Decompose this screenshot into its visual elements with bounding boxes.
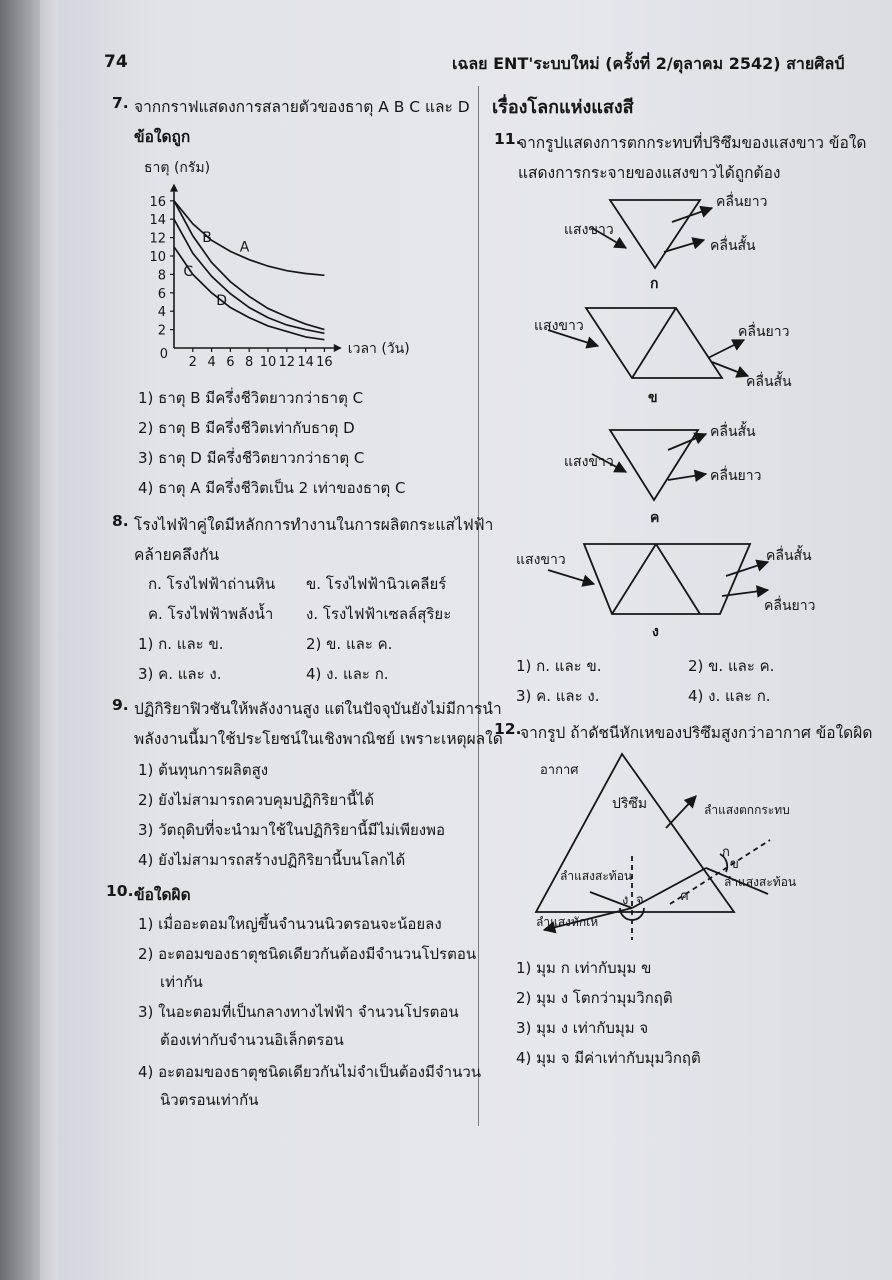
q12-number: 12. [494,720,522,738]
q8-option-1: 1) ก. และ ข. [138,635,224,653]
q10-option-1: 1) เมื่ออะตอมใหญ่ขึ้นจำนวนนิวตรอนจะน้อยลง [138,915,442,933]
series-line-d [174,247,324,340]
q9-text-line1: ปฏิกิริยาฟิวชันให้พลังงานสูง แต่ในปัจจุบันยังไม่มีการนำ [134,700,502,718]
angle-ch-label: จ [636,893,644,908]
x-tick-label: 10 [259,355,277,370]
kh-white-label: แสงขาว [534,318,584,334]
q8-number: 8. [112,512,129,530]
decay-chart [130,150,430,370]
q7-option-3: 3) ธาตุ D มีครึ่งชีวิตยาวกว่าธาตุ C [138,449,365,467]
q11-option-1: 1) ก. และ ข. [516,657,602,675]
q12-option-4: 4) มุม จ มีค่าเท่ากับมุมวิกฤติ [516,1049,701,1067]
q10-option-4: 4) อะตอมของธาตุชนิดเดียวกันไม่จำเป็นต้องมีจำนวน [138,1063,482,1081]
series-line-a [174,201,324,276]
prism-diagrams [500,180,860,640]
y-tick-label: 10 [149,250,166,265]
y-tick-label: 12 [149,231,166,247]
origin-label: 0 [159,347,168,362]
q7-option-1: 1) ธาตุ B มีครึ่งชีวิตยาวกว่าธาตุ C [138,389,364,407]
q7-text-line1: จากกราฟแสดงการสลายตัวของธาตุ A B C และ D [134,98,470,116]
column-divider [478,86,479,1126]
q12-option-1: 1) มุม ก เท่ากับมุม ข [516,959,652,977]
q10-option-4-cont: นิวตรอนเท่ากัน [160,1091,259,1109]
kho-white-label: แสงขาว [564,454,614,470]
k-short-label: คลื่นสั้น [710,238,756,254]
series-label-d: D [216,292,228,309]
y-tick-label: 6 [157,286,166,302]
section-title: เรื่องโลกแห่งแสงสี [492,97,634,118]
kh-diagram-label: ข [648,390,658,406]
page-stack-edge [40,0,58,1280]
x-tick-label: 16 [316,355,333,370]
q12-text: จากรูป ถ้าดัชนีหักเหของปริซึมสูงกว่าอากาศ ข้อใดผิด [520,724,873,742]
x-tick-label: 2 [188,355,197,370]
q8-option-4: 4) ง. และ ก. [306,665,389,683]
reflected-ray-right-label: ลำแสงสะท้อน [724,875,797,889]
q9-option-2: 2) ยังไม่สามารถควบคุมปฏิกิริยานี้ได้ [138,791,375,809]
q9-text-line2: พลังงานนี้มาใช้ประโยชน์ในเชิงพาณิชย์ เพราะเหตุผลใด [134,730,503,748]
q11-text-line2: แสดงการกระจายของแสงขาวได้ถูกต้อง [518,164,781,182]
q11-option-2: 2) ข. และ ค. [688,657,775,675]
prism-kho [610,430,698,500]
q9-number: 9. [112,696,129,714]
q7-option-4: 4) ธาตุ A มีครึ่งชีวิตเป็น 2 เท่าของธาตุ C [138,479,406,497]
kho-short-label: คลื่นสั้น [710,424,756,440]
kh-short-label: คลื่นสั้น [746,374,792,390]
x-tick-label: 12 [278,355,296,370]
q12-option-3: 3) มุม ง เท่ากับมุม จ [516,1019,649,1037]
x-tick-label: 4 [207,355,216,370]
x-tick-label: 14 [297,355,314,370]
kho-diagram-label: ค [650,510,660,526]
q8-choice-ng: ง. โรงไฟฟ้าเซลล์สุริยะ [306,605,452,623]
q7-number: 7. [112,94,129,112]
kh-long-label: คลื่นยาว [738,324,790,340]
book-spine-edge [0,0,40,1280]
q8-choice-kho: ค. โรงไฟฟ้าพลังน้ำ [148,605,274,623]
air-label: อากาศ [540,763,579,778]
x-axis-arrow [334,344,342,352]
y-tick-label: 8 [157,268,166,284]
q9-option-4: 4) ยังไม่สามารถสร้างปฏิกิริยานี้บนโลกได้ [138,851,406,869]
q10-option-3: 3) ในอะตอมที่เป็นกลางทางไฟฟ้า จำนวนโปรตอน [138,1003,459,1021]
page-header-title: เฉลย ENT'ระบบใหม่ (ครั้งที่ 2/ตุลาคม 2542) สายศิลป์ [452,54,845,73]
q8-option-3: 3) ค. และ ง. [138,665,222,683]
kho-long-label: คลื่นยาว [710,468,762,484]
series-label-a: A [239,239,250,256]
k-long-label: คลื่นยาว [716,194,768,210]
y-tick-label: 14 [149,213,166,229]
q8-text-line2: คล้ายคลึงกัน [134,546,220,564]
series-label-b: B [202,230,212,247]
q10-option-2: 2) อะตอมของธาตุชนิดเดียวกันต้องมีจำนวนโปรตอน [138,945,477,963]
ng-white-label: แสงขาว [516,552,566,568]
series-label-c: C [183,264,194,281]
k-diagram-label: ก [650,276,659,292]
angle-ng-label: ง [622,893,629,908]
x-tick-label: 8 [245,355,254,370]
q9-option-3: 3) วัตถุดิบที่จะนำมาใช้ในปฏิกิริยานี้มีไม่เพียงพอ [138,821,446,839]
k-white-label: แสงขาว [564,222,614,238]
q8-option-2: 2) ข. และ ค. [306,635,393,653]
prism-label: ปริซึม [612,796,648,812]
y-tick-label: 16 [149,194,166,210]
prism-k [610,200,700,268]
angle-kh-label: ข [730,857,739,872]
q10-option-3-cont: ต้องเท่ากับจำนวนอิเล็กตรอน [160,1031,344,1049]
ng-short-label: คลื่นสั้น [766,548,812,564]
refraction-diagram [520,744,850,944]
q11-number: 11. [494,130,522,148]
refracted-ray-label: ลำแสงหักเห [536,915,599,929]
q12-option-2: 2) มุม ง โตกว่ามุมวิกฤติ [516,989,673,1007]
reflected-ray-left-label: ลำแสงสะท้อน [560,869,633,883]
y-tick-label: 2 [157,323,166,339]
q8-choice-k: ก. โรงไฟฟ้าถ่านหิน [148,575,276,593]
angle-k-label: ก [722,845,730,860]
incident-ray-label: ลำแสงตกกระทบ [704,803,790,817]
q7-option-2: 2) ธาตุ B มีครึ่งชีวิตเท่ากับธาตุ D [138,419,355,437]
prism-ng [584,544,750,614]
q9-option-1: 1) ต้นทุนการผลิตสูง [138,761,269,779]
angle-kho-label: ค [680,889,689,904]
q7-text-line2: ข้อใดถูก [134,128,191,146]
series-line-c [174,219,324,333]
ng-diagram-label: ง [652,624,659,640]
q11-text-line1: จากรูปแสดงการตกกระทบที่ปริซึมของแสงขาว ข้อใด [518,134,867,152]
q10-number: 10. [106,882,134,900]
y-axis-arrow [170,184,178,192]
q10-text: ข้อใดผิด [134,886,191,904]
q10-option-2-cont: เท่ากัน [160,973,203,991]
q11-option-3: 3) ค. และ ง. [516,687,600,705]
series-line-b [174,201,324,330]
x-axis-label: เวลา (วัน) [347,341,410,357]
q11-option-4: 4) ง. และ ก. [688,687,771,705]
ng-long-label: คลื่นยาว [764,598,816,614]
y-tick-label: 4 [157,305,166,321]
page-number: 74 [104,52,128,72]
y-axis-label: ธาตุ (กรัม) [144,160,211,176]
x-tick-label: 6 [226,355,235,370]
q8-choice-kh: ข. โรงไฟฟ้านิวเคลียร์ [306,575,447,593]
q8-text-line1: โรงไฟฟ้าคู่ใดมีหลักการทำงานในการผลิตกระแสไฟฟ้า [134,516,494,534]
